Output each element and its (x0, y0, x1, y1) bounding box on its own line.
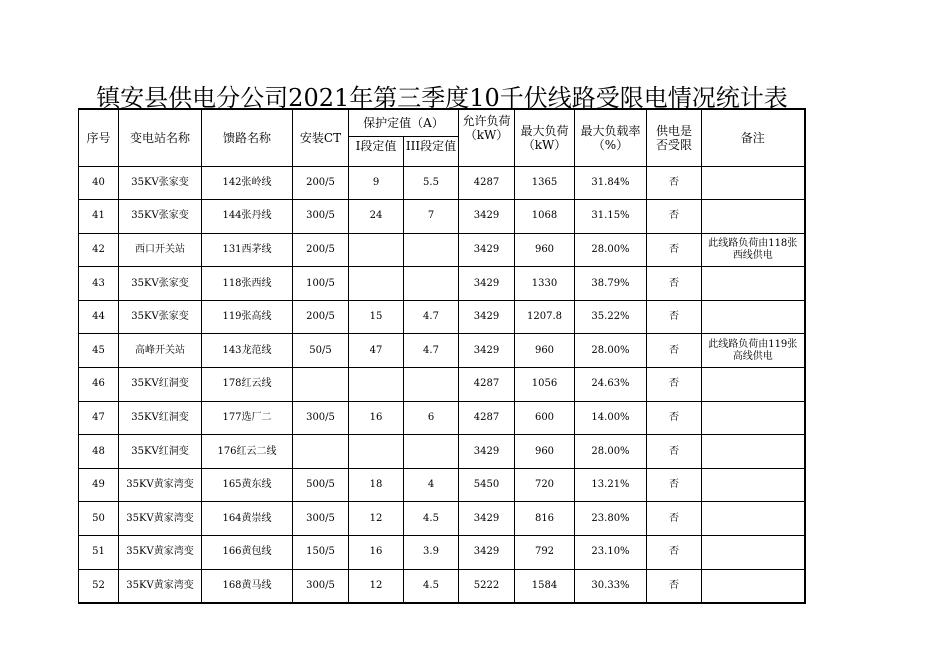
cell-feeder: 118张西线 (202, 267, 293, 301)
cell-feeder: 143龙范线 (202, 334, 293, 368)
cell-station: 35KV张家变 (119, 300, 202, 334)
cell-ct: 300/5 (293, 569, 349, 603)
cell-limited: 否 (647, 569, 702, 603)
cell-note (702, 267, 805, 301)
cell-p1: 47 (349, 334, 404, 368)
page-title: 镇安县供电分公司2021年第三季度10千伏线路受限电情况统计表 (96, 84, 788, 112)
header-note: 备注 (702, 109, 805, 166)
cell-note (702, 536, 805, 570)
cell-note (702, 569, 805, 603)
table-row (79, 468, 805, 502)
cell-allow: 4287 (459, 166, 515, 200)
cell-station: 35KV红洞变 (119, 435, 202, 469)
cell-ct: 500/5 (293, 468, 349, 502)
cell-feeder: 166黄包线 (202, 536, 293, 570)
cell-note (702, 401, 805, 435)
cell-maxrate: 28.00% (575, 334, 647, 368)
cell-p1: 15 (349, 300, 404, 334)
cell-maxrate: 28.00% (575, 233, 647, 267)
cell-p1: 12 (349, 569, 404, 603)
cell-p3: 4.5 (404, 569, 459, 603)
cell-limited: 否 (647, 468, 702, 502)
header-maxload: 最大负荷（kW） (515, 109, 575, 166)
cell-p3 (404, 368, 459, 402)
cell-allow: 3429 (459, 200, 515, 234)
table-row (79, 300, 805, 334)
cell-station: 35KV黄家湾变 (119, 468, 202, 502)
cell-maxload: 816 (515, 502, 575, 536)
cell-allow: 3429 (459, 267, 515, 301)
cell-limited: 否 (647, 401, 702, 435)
cell-maxrate: 31.84% (575, 166, 647, 200)
table-row (79, 166, 805, 200)
header-station: 变电站名称 (119, 109, 202, 166)
cell-allow: 3429 (459, 536, 515, 570)
cell-no: 40 (79, 166, 119, 200)
cell-p1 (349, 368, 404, 402)
table-row (79, 368, 805, 402)
cell-no: 41 (79, 200, 119, 234)
header-protect: 保护定值（A） (349, 109, 459, 136)
cell-p1: 9 (349, 166, 404, 200)
cell-ct: 100/5 (293, 267, 349, 301)
cell-no: 52 (79, 569, 119, 603)
cell-limited: 否 (647, 502, 702, 536)
cell-maxload: 600 (515, 401, 575, 435)
cell-no: 45 (79, 334, 119, 368)
cell-station: 高峰开关站 (119, 334, 202, 368)
cell-limited: 否 (647, 435, 702, 469)
cell-allow: 5450 (459, 468, 515, 502)
cell-maxload: 720 (515, 468, 575, 502)
cell-allow: 3429 (459, 435, 515, 469)
data-table (78, 108, 806, 604)
cell-feeder: 168黄马线 (202, 569, 293, 603)
table-row (79, 267, 805, 301)
header-maxrate: 最大负载率（%） (575, 109, 647, 166)
cell-limited: 否 (647, 334, 702, 368)
cell-p3 (404, 435, 459, 469)
cell-ct: 150/5 (293, 536, 349, 570)
header-feeder: 馈路名称 (202, 109, 293, 166)
cell-allow: 3429 (459, 300, 515, 334)
cell-no: 51 (79, 536, 119, 570)
cell-feeder: 176红云二线 (202, 435, 293, 469)
cell-no: 50 (79, 502, 119, 536)
cell-p3 (404, 233, 459, 267)
cell-maxload: 960 (515, 435, 575, 469)
cell-feeder: 178红云线 (202, 368, 293, 402)
cell-p3: 5.5 (404, 166, 459, 200)
cell-no: 49 (79, 468, 119, 502)
cell-maxload: 960 (515, 233, 575, 267)
cell-note (702, 300, 805, 334)
cell-p3: 4 (404, 468, 459, 502)
cell-allow: 3429 (459, 502, 515, 536)
cell-station: 35KV黄家湾变 (119, 502, 202, 536)
cell-station: 35KV红洞变 (119, 401, 202, 435)
table-row (79, 200, 805, 234)
cell-limited: 否 (647, 200, 702, 234)
cell-maxload: 1365 (515, 166, 575, 200)
table-row (79, 569, 805, 603)
cell-no: 46 (79, 368, 119, 402)
cell-allow: 3429 (459, 233, 515, 267)
cell-no: 43 (79, 267, 119, 301)
cell-ct: 50/5 (293, 334, 349, 368)
cell-maxrate: 23.10% (575, 536, 647, 570)
cell-maxload: 792 (515, 536, 575, 570)
cell-p1 (349, 267, 404, 301)
cell-maxrate: 24.63% (575, 368, 647, 402)
cell-maxrate: 13.21% (575, 468, 647, 502)
cell-no: 48 (79, 435, 119, 469)
cell-ct: 300/5 (293, 200, 349, 234)
cell-maxrate: 28.00% (575, 435, 647, 469)
cell-allow: 5222 (459, 569, 515, 603)
cell-allow: 4287 (459, 401, 515, 435)
cell-station: 35KV黄家湾变 (119, 569, 202, 603)
header-limited: 供电是否受限 (647, 109, 702, 166)
cell-maxrate: 23.80% (575, 502, 647, 536)
cell-maxload: 1056 (515, 368, 575, 402)
header-ct: 安装CT (293, 109, 349, 166)
cell-note (702, 435, 805, 469)
cell-limited: 否 (647, 233, 702, 267)
cell-ct: 300/5 (293, 502, 349, 536)
cell-limited: 否 (647, 536, 702, 570)
header-p1: I段定值 (349, 136, 404, 166)
cell-limited: 否 (647, 166, 702, 200)
cell-feeder: 165黄东线 (202, 468, 293, 502)
header-p3: III段定值 (404, 136, 459, 166)
table-row (79, 536, 805, 570)
cell-limited: 否 (647, 300, 702, 334)
cell-limited: 否 (647, 267, 702, 301)
cell-station: 西口开关站 (119, 233, 202, 267)
cell-feeder: 177选厂二 (202, 401, 293, 435)
cell-note (702, 502, 805, 536)
cell-maxrate: 30.33% (575, 569, 647, 603)
cell-allow: 4287 (459, 368, 515, 402)
cell-ct: 200/5 (293, 233, 349, 267)
cell-maxrate: 38.79% (575, 267, 647, 301)
cell-p1: 16 (349, 401, 404, 435)
cell-p3: 4.7 (404, 334, 459, 368)
cell-maxrate: 14.00% (575, 401, 647, 435)
cell-maxload: 960 (515, 334, 575, 368)
cell-feeder: 131西茅线 (202, 233, 293, 267)
cell-maxload: 1068 (515, 200, 575, 234)
cell-maxload: 1330 (515, 267, 575, 301)
cell-note: 此线路负荷由119张高线供电 (702, 334, 805, 368)
cell-station: 35KV黄家湾变 (119, 536, 202, 570)
cell-ct: 200/5 (293, 300, 349, 334)
cell-note (702, 166, 805, 200)
cell-feeder: 164黄崇线 (202, 502, 293, 536)
cell-ct: 200/5 (293, 166, 349, 200)
table-row (79, 401, 805, 435)
cell-p1: 12 (349, 502, 404, 536)
cell-station: 35KV张家变 (119, 200, 202, 234)
cell-p1: 24 (349, 200, 404, 234)
cell-maxload: 1207.8 (515, 300, 575, 334)
cell-station: 35KV红洞变 (119, 368, 202, 402)
cell-no: 44 (79, 300, 119, 334)
cell-p1 (349, 233, 404, 267)
cell-feeder: 119张高线 (202, 300, 293, 334)
cell-allow: 3429 (459, 334, 515, 368)
cell-maxload: 1584 (515, 569, 575, 603)
cell-ct: 300/5 (293, 401, 349, 435)
cell-note (702, 368, 805, 402)
cell-feeder: 144张丹线 (202, 200, 293, 234)
table-row (79, 502, 805, 536)
cell-maxrate: 31.15% (575, 200, 647, 234)
cell-p3: 7 (404, 200, 459, 234)
cell-p3 (404, 267, 459, 301)
table-row (79, 435, 805, 469)
cell-no: 47 (79, 401, 119, 435)
cell-p1: 18 (349, 468, 404, 502)
cell-p3: 6 (404, 401, 459, 435)
cell-note (702, 200, 805, 234)
cell-p3: 4.5 (404, 502, 459, 536)
table-row (79, 334, 805, 368)
cell-feeder: 142张岭线 (202, 166, 293, 200)
cell-limited: 否 (647, 368, 702, 402)
header-allow: 允许负荷（kW） (459, 109, 515, 166)
table-row (79, 233, 805, 267)
cell-p1: 16 (349, 536, 404, 570)
cell-station: 35KV张家变 (119, 166, 202, 200)
cell-p3: 3.9 (404, 536, 459, 570)
cell-p1 (349, 435, 404, 469)
cell-ct (293, 368, 349, 402)
cell-note (702, 468, 805, 502)
cell-maxrate: 35.22% (575, 300, 647, 334)
cell-no: 42 (79, 233, 119, 267)
cell-station: 35KV张家变 (119, 267, 202, 301)
cell-note: 此线路负荷由118张西线供电 (702, 233, 805, 267)
cell-p3: 4.7 (404, 300, 459, 334)
cell-ct (293, 435, 349, 469)
header-no: 序号 (79, 109, 119, 166)
